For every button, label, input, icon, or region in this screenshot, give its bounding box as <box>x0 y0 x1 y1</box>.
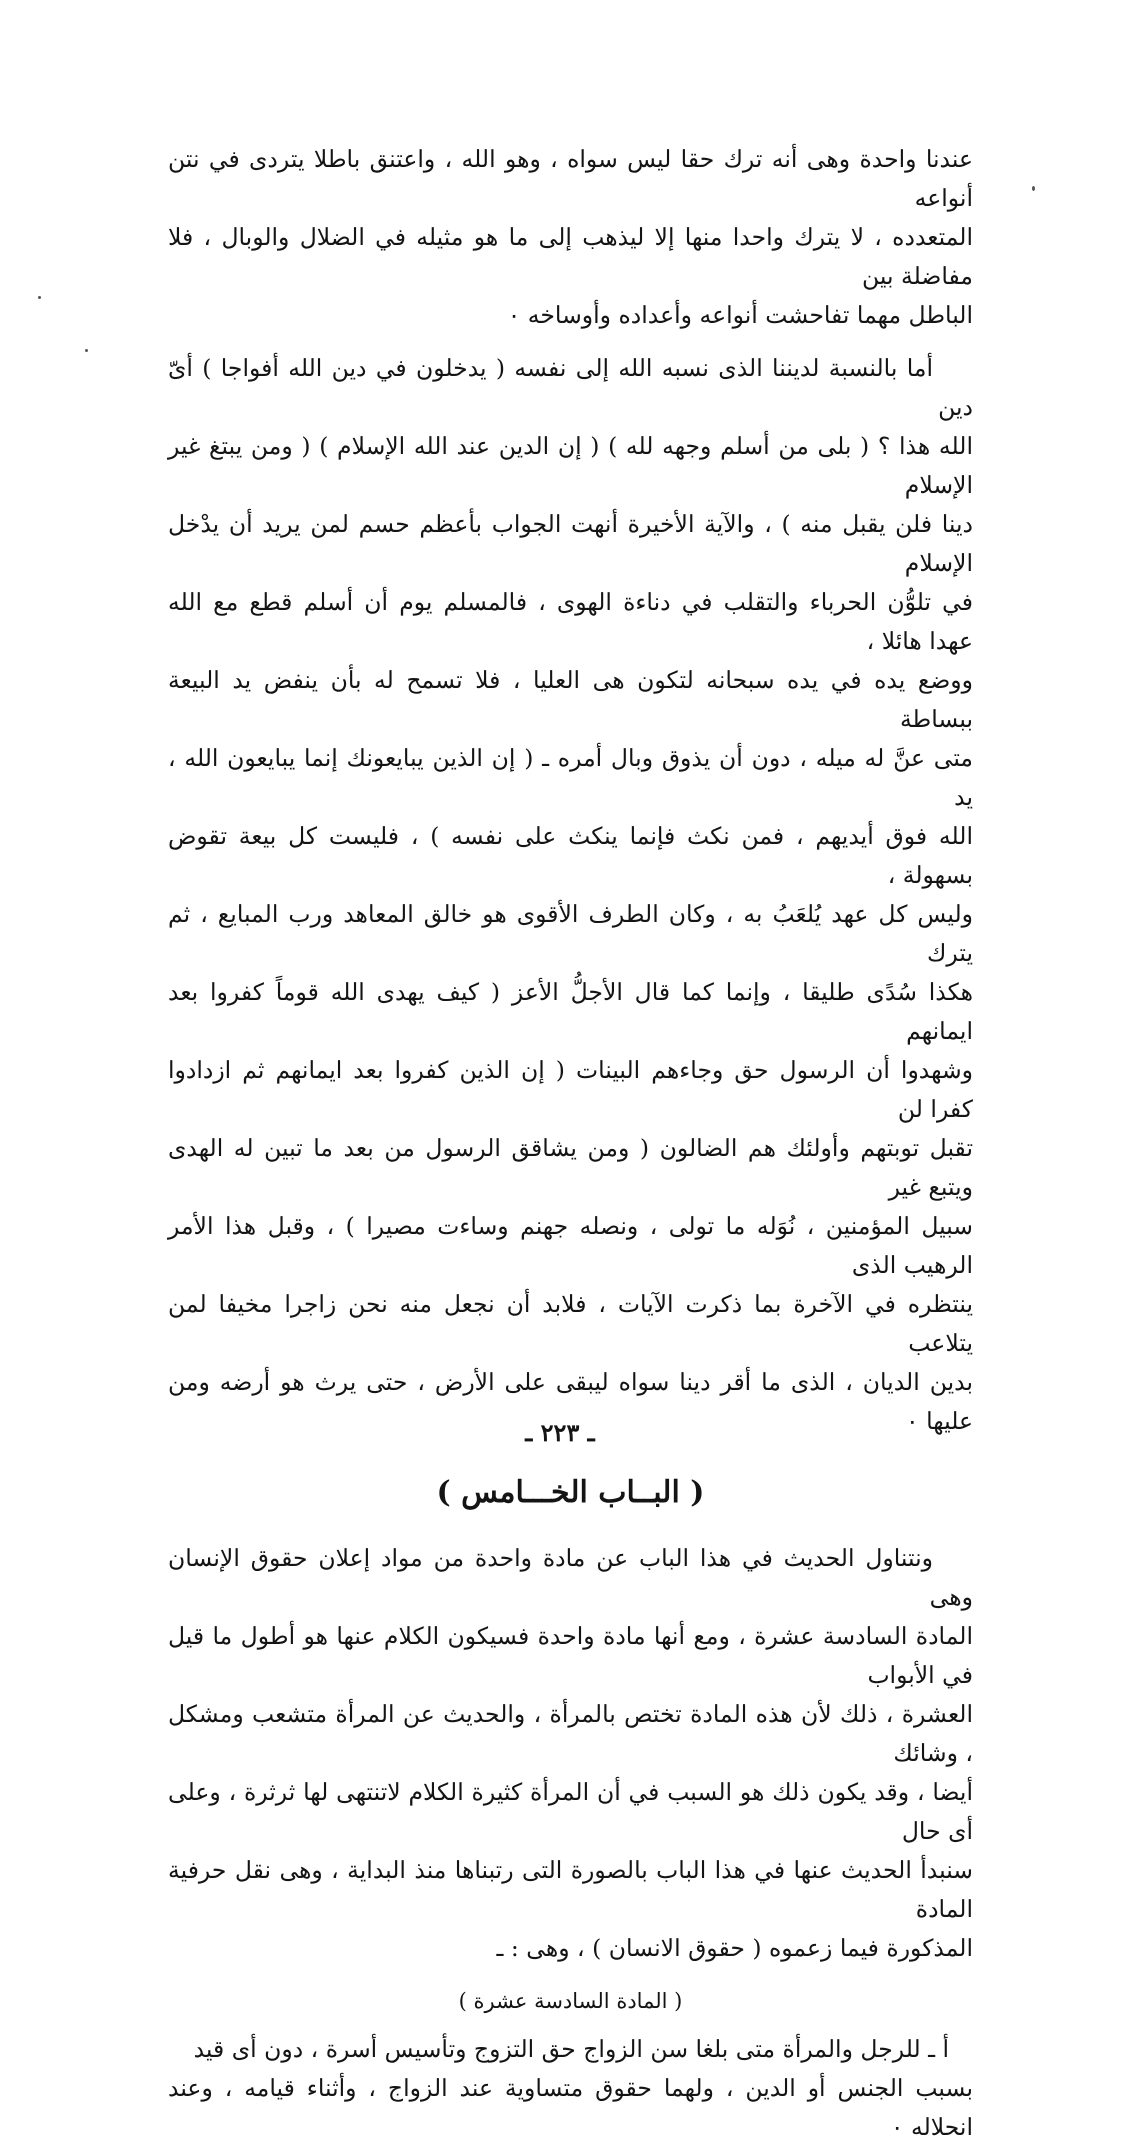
text-line: متى عنَّ له ميله ، دون أن يذوق وبال أمره ـ ( إن الذين يبايعونك إنما يبايعون الله ، يد <box>168 744 973 811</box>
paragraph-4 <box>168 2030 973 2147</box>
text-line: بسبب الجنس أو الدين ، ولهما حقوق متساوية عند الزواج ، وأثناء قيامه ، وعند انحلاله ٠ <box>168 2074 973 2141</box>
text-line: دينا فلن يقبل منه ) ، والآية الأخيرة أنهت الجواب بأعظم حسم لمن يريد أن يدْخل الإسلام <box>168 510 973 577</box>
chapter-title: ( البــاب الخـــامس ) <box>436 1475 705 1510</box>
text-line: أيضا ، وقد يكون ذلك هو السبب في أن المرأة كثيرة الكلام لاتنتهى لها ثرثرة ، وعلى أى حال <box>168 1778 973 1845</box>
paragraph-3 <box>168 1539 973 1968</box>
text-line: ونتناول الحديث في هذا الباب عن مادة واحدة من مواد إعلان حقوق الإنسان وهى <box>168 1544 973 1611</box>
page-number: ـ ٢٢٣ ـ <box>525 1418 595 1447</box>
scan-speck <box>38 296 41 299</box>
text-line: الباطل مهما تفاحشت أنواعه وأعداده وأوساخه ٠ <box>507 301 973 329</box>
text-line: الله فوق أيديهم ، فمن نكث فإنما ينكث على نفسه ) ، فليست كل بيعة تقوض بسهولة ، <box>168 822 973 889</box>
scan-speck <box>85 349 88 352</box>
article-title: ( المادة السادسة عشرة ) <box>458 1989 683 2013</box>
text-line: العشرة ، ذلك لأن هذه المادة تختص بالمرأة ، والحديث عن المرأة متشعب ومشكل ، وشائك <box>168 1700 973 1767</box>
text-line: في تلوُّن الحرباء والتقلب في دناءة الهوى ، فالمسلم يوم أن أسلم قطع مع الله عهدا هائلا ، <box>168 588 973 655</box>
book-page <box>168 140 973 2147</box>
text-line: عندنا واحدة وهى أنه ترك حقا ليس سواه ، وهو الله ، واعتنق باطلا يتردى في نتن أنواعه <box>168 145 973 212</box>
text-line: ووضع يده في يده سبحانه لتكون هى العليا ، فلا تسمح له بأن ينفض يد البيعة ببساطة <box>168 666 973 733</box>
text-line: وليس كل عهد يُلعَبُ به ، وكان الطرف الأقوى هو خالق المعاهد ورب المبايع ، ثم يترك <box>168 900 973 967</box>
text-line: تقبل توبتهم وأولئك هم الضالون ( ومن يشاقق الرسول من بعد ما تبين له الهدى ويتبع غير <box>168 1134 973 1201</box>
text-line: ينتظره في الآخرة بما ذكرت الآيات ، فلابد أن نجعل منه نحن زاجرا مخيفا لمن يتلاعب <box>168 1290 973 1357</box>
scan-speck <box>1032 186 1035 191</box>
text-line: بدين الديان ، الذى ما أقر دينا سواه ليبقى على الأرض ، حتى يرث هو أرضه ومن عليها ٠ <box>168 1368 973 1435</box>
text-line: هكذا سُدًى طليقا ، وإنما كما قال الأجلُّ الأعز ( كيف يهدى الله قوماً كفروا بعد ايمانهم <box>168 978 973 1045</box>
text-line: المتعدده ، لا يترك واحدا منها إلا ليذهب إلى ما هو مثيله في الضلال والوبال ، فلا مفاضلة بين <box>168 223 973 290</box>
text-line: المادة السادسة عشرة ، ومع أنها مادة واحدة فسيكون الكلام عنها هو أطول ما قيل في الأبواب <box>168 1622 973 1689</box>
text-line: سنبدأ الحديث عنها في هذا الباب بالصورة التى رتبناها منذ البداية ، وهى نقل حرفية المادة <box>168 1856 973 1923</box>
paragraph-2 <box>168 349 973 1441</box>
text-line: أ ـ للرجل والمرأة متى بلغا سن الزواج حق التزوج وتأسيس أسرة ، دون أى قيد <box>193 2035 949 2063</box>
text-line: أما بالنسبة لديننا الذى نسبه الله إلى نفسه ( يدخلون في دين الله أفواجا ) أىّ دين <box>168 354 973 421</box>
text-line: المذكورة فيما زعموه ( حقوق الانسان ) ، وهى : ـ <box>496 1934 973 1962</box>
paragraph-1 <box>168 140 973 335</box>
text-line: الله هذا ؟ ( بلى من أسلم وجهه لله ) ( إن الدين عند الله الإسلام ) ( ومن يبتغ غير الإسلام <box>168 432 973 499</box>
text-line: وشهدوا أن الرسول حق وجاءهم البينات ( إن الذين كفروا بعد ايمانهم ثم ازدادوا كفرا لن <box>168 1056 973 1123</box>
text-line: سبيل المؤمنين ، نُوَله ما تولى ، ونصله جهنم وساءت مصيرا ) ، وقبل هذا الأمر الرهيب الذى <box>168 1212 973 1279</box>
